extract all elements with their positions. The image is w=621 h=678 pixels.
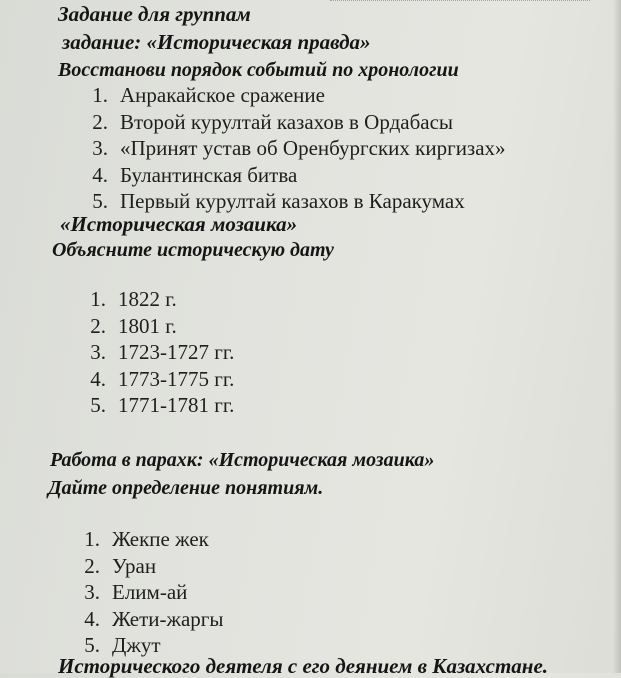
list-item	[84, 366, 234, 393]
list-item	[78, 553, 224, 580]
list-item-text: 1723-1727 гг.	[118, 340, 235, 364]
list-item-text: 1822 г.	[118, 287, 177, 311]
list-item-text: 1773-1775 гг.	[118, 366, 235, 391]
list-item-number: 4.	[84, 606, 100, 631]
list-item-number: 4.	[90, 366, 106, 391]
list-item	[78, 526, 224, 553]
list-item-number: 1.	[90, 287, 106, 311]
list-item-number: 4.	[92, 162, 108, 187]
list-item-number: 2.	[84, 553, 100, 578]
dates-list	[84, 286, 234, 419]
heading-group-task: Задание для группам	[58, 2, 251, 26]
list-item	[86, 135, 506, 162]
list-item-text: Джут	[112, 633, 161, 657]
heading-task-historical-truth: задание: «Историческая правда»	[62, 30, 371, 54]
list-item-text: Жети-жаргы	[112, 606, 224, 631]
list-item-number: 1.	[92, 83, 108, 107]
list-item	[84, 313, 234, 340]
list-item-text: Булантинская битва	[120, 162, 298, 187]
top-dotted-line	[330, 0, 590, 4]
list-item-number: 1.	[84, 527, 100, 551]
list-item-number: 2.	[90, 313, 106, 338]
list-item	[86, 82, 506, 109]
list-item	[78, 606, 224, 633]
list-item-text: Первый курултай казахов в Каракумах	[120, 189, 465, 213]
heading-historical-mosaic: «Историческая мозаика»	[60, 212, 298, 236]
heading-define-terms: Дайте определение понятиям.	[48, 477, 324, 499]
list-item	[84, 392, 234, 419]
heading-pair-work: Работа в парахк: «Историческая мозаика»	[50, 449, 435, 471]
events-list	[86, 82, 506, 215]
list-item-text: Жекпе жек	[112, 527, 209, 551]
list-item-text: Уран	[112, 553, 157, 578]
list-item-text: 1771-1781 гг.	[118, 393, 235, 417]
list-item-number: 5.	[90, 393, 106, 417]
list-item-number: 5.	[84, 633, 100, 657]
list-item-number: 5.	[92, 189, 108, 213]
list-item-text: 1801 г.	[118, 313, 177, 338]
terms-list	[78, 526, 224, 659]
page-edge-shadow	[613, 0, 621, 673]
list-item-number: 3.	[90, 340, 106, 364]
list-item-text: «Принят устав об Оренбургских киргизах»	[120, 136, 506, 160]
list-item	[86, 162, 506, 189]
list-item-text: Второй курултай казахов в Ордабасы	[120, 109, 454, 134]
list-item	[84, 339, 234, 366]
heading-restore-order: Восстанови порядок событий по хронологии	[58, 59, 459, 81]
list-item	[84, 286, 234, 313]
list-item	[86, 109, 506, 136]
list-item-text: Анракайское сражение	[120, 83, 325, 107]
list-item	[78, 579, 224, 606]
heading-explain-date: Объясните историческую дату	[52, 239, 334, 261]
heading-historical-figure: Исторического деятеля с его деянием в Казахстане.	[58, 654, 549, 678]
list-item-text: Елим-ай	[112, 580, 188, 604]
list-item	[86, 188, 506, 215]
list-item-number: 2.	[92, 109, 108, 134]
list-item-number: 3.	[84, 580, 100, 604]
list-item-number: 3.	[92, 136, 108, 160]
